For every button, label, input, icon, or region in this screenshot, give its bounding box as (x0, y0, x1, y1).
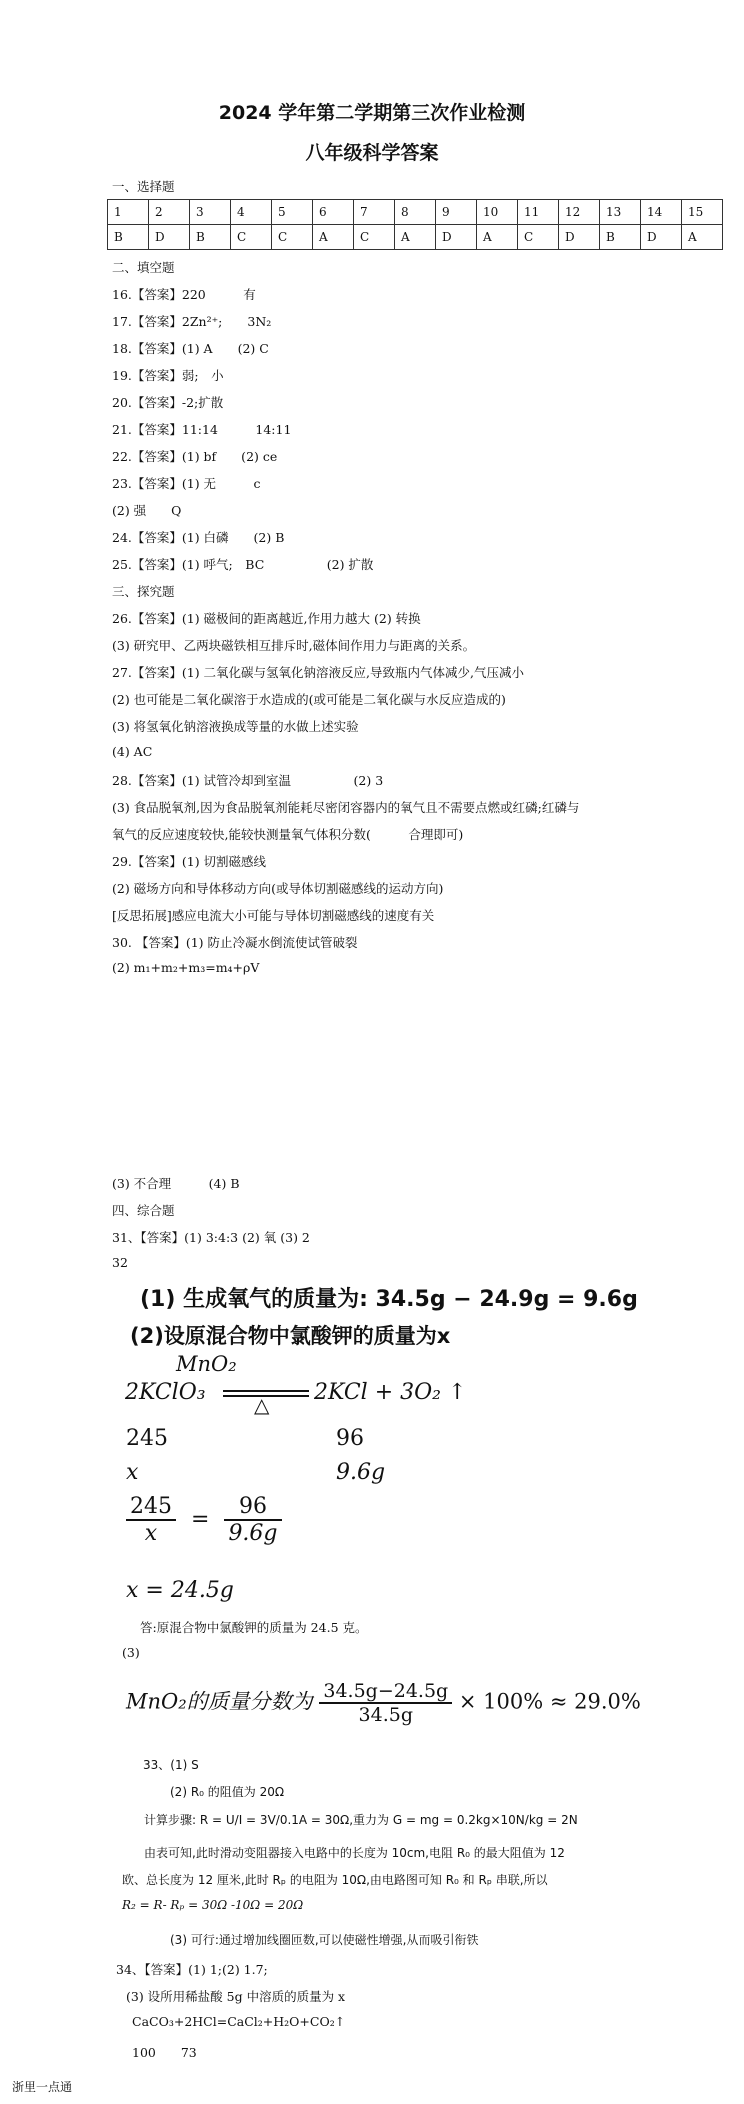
table-cell: 10 (477, 200, 518, 225)
answer-line: [反思拓展]感应电流大小可能与导体切割磁感线的速度有关 (112, 908, 435, 923)
answer-line: 25.【答案】(1) 呼气; BC (2) 扩散 (112, 557, 374, 572)
table-cell: B (600, 225, 641, 250)
answer-line: (2) R₀ 的阻值为 20Ω (170, 1785, 285, 1799)
section-heading: 三、探究题 (112, 584, 175, 599)
ratio-value: 9.6g (336, 1460, 386, 1485)
page-title: 2024 学年第二学期第三次作业检测 (218, 102, 526, 124)
table-cell: 4 (231, 200, 272, 225)
footer-watermark: 浙里一点通 (12, 2080, 73, 2094)
table-cell: 2 (149, 200, 190, 225)
section-heading: 四、综合题 (112, 1203, 175, 1218)
table-cell: B (108, 225, 149, 250)
answer-line: 22.【答案】(1) bf (2) ce (112, 449, 278, 464)
table-cell: A (477, 225, 518, 250)
answer-line: 34、【答案】(1) 1;(2) 1.7; (116, 1962, 268, 1977)
mno2-fraction-line (126, 1680, 641, 1726)
denominator: x (144, 1521, 158, 1546)
table-cell: 5 (272, 200, 313, 225)
answer-line: 31、【答案】(1) 3:4:3 (2) 氧 (3) 2 (112, 1230, 310, 1245)
answer-line: 27.【答案】(1) 二氧化碳与氢氧化钠溶液反应,导致瓶内气体减少,气压减小 (112, 665, 525, 680)
q32-part2: (2)设原混合物中氯酸钾的质量为x (130, 1324, 451, 1348)
page-subtitle: 八年级科学答案 (305, 142, 439, 164)
answer-line: (3) 食品脱氧剂,因为食品脱氧剂能耗尽密闭容器内的氧气且不需要点燃或红磷;红磷与 (112, 800, 580, 815)
answer-line: (3) 将氢氧化钠溶液换成等量的水做上述实验 (112, 719, 359, 734)
answer-line: 16.【答案】220 有 (112, 287, 256, 302)
answer-line: 28.【答案】(1) 试管冷却到室温 (2) 3 (112, 773, 384, 788)
table-cell: C (272, 225, 313, 250)
numerator: 96 (224, 1494, 281, 1521)
ratio-value: x (126, 1460, 139, 1485)
ratio-value: 245 (126, 1426, 168, 1451)
catalyst-label: MnO₂ (176, 1352, 237, 1376)
answer-line: 21.【答案】11:14 14:11 (112, 422, 292, 437)
answer-line: (3) 可行:通过增加线圈匝数,可以使磁性增强,从而吸引衔铁 (170, 1933, 479, 1947)
table-cell: 12 (559, 200, 600, 225)
table-cell: 13 (600, 200, 641, 225)
answer-line: (4) AC (112, 744, 153, 759)
table-cell: C (354, 225, 395, 250)
table-cell: 15 (682, 200, 723, 225)
answer-table-answers-row (108, 225, 723, 250)
table-cell: D (149, 225, 190, 250)
denominator: 9.6g (228, 1521, 278, 1546)
table-cell: 11 (518, 200, 559, 225)
answer-line: (2) 磁场方向和导体移动方向(或导体切割磁感线的运动方向) (112, 881, 444, 896)
answer-line: 23.【答案】(1) 无 c (112, 476, 261, 491)
table-cell: 14 (641, 200, 682, 225)
answer-line: 30. 【答案】(1) 防止冷凝水倒流使试管破裂 (112, 935, 358, 950)
answer-line: 18.【答案】(1) A (2) C (112, 341, 269, 356)
reaction-line-top (223, 1390, 309, 1392)
mno2-result: × 100% ≈ 29.0% (458, 1689, 641, 1714)
answer-line: 氧气的反应速度较快,能较快测量氧气体积分数( 合理即可) (112, 827, 464, 842)
ratio-value: 96 (336, 1426, 364, 1451)
fraction (126, 1494, 176, 1546)
answer-line: 19.【答案】弱; 小 (112, 368, 224, 383)
answer-line: (3) 研究甲、乙两块磁铁相互排斥时,磁体间作用力与距离的关系。 (112, 638, 476, 653)
numerator: 245 (126, 1494, 176, 1521)
answer-line: 17.【答案】2Zn²⁺; 3N₂ (112, 314, 272, 329)
answer-line: (2) 也可能是二氧化碳溶于水造成的(或可能是二氧化碳与水反应造成的) (112, 692, 506, 707)
proportion (126, 1494, 282, 1546)
table-cell: 1 (108, 200, 149, 225)
table-cell: D (436, 225, 477, 250)
answer-line: 29.【答案】(1) 切割磁感线 (112, 854, 267, 869)
answer-line: R₂ = R- Rₚ = 30Ω -10Ω = 20Ω (122, 1898, 304, 1912)
answer-line: (3) 不合理 (4) B (112, 1176, 240, 1191)
equation-left: 2KClO₃ (125, 1380, 206, 1405)
answer-line: 计算步骤: R = U/I = 3V/0.1A = 30Ω,重力为 G = mg = 0.2kg×10N/kg = 2N (144, 1813, 578, 1827)
heat-symbol: △ (254, 1393, 270, 1417)
answer-line: 33、(1) S (143, 1758, 199, 1772)
section-heading: 二、填空题 (112, 260, 175, 275)
numerator: 34.5g−24.5g (319, 1680, 452, 1704)
answer-line: 32 (112, 1255, 128, 1270)
equation-line: CaCO₃+2HCl=CaCl₂+H₂O+CO₂↑ (132, 2014, 346, 2029)
answer-line: (2) 强 Q (112, 503, 182, 518)
answer-line: 由表可知,此时滑动变阻器接入电路中的长度为 10cm,电阻 R₀ 的最大阻值为 12 (144, 1846, 565, 1860)
answer-table (107, 199, 723, 250)
table-cell: 8 (395, 200, 436, 225)
equation-right: 2KCl + 3O₂ ↑ (314, 1380, 467, 1405)
ratio-line: 100 73 (132, 2045, 197, 2060)
x-result: x = 24.5g (126, 1578, 234, 1603)
answer-line: 24.【答案】(1) 白磷 (2) B (112, 530, 285, 545)
table-cell: C (518, 225, 559, 250)
denominator: 34.5g (358, 1704, 414, 1726)
table-cell: D (641, 225, 682, 250)
answer-line: (3) 设所用稀盐酸 5g 中溶质的质量为 x (126, 1989, 346, 2004)
answer-line: (3) (122, 1645, 140, 1660)
table-cell: 6 (313, 200, 354, 225)
table-cell: A (313, 225, 354, 250)
table-cell: 7 (354, 200, 395, 225)
equals-sign: = (191, 1507, 210, 1532)
answer-line: 欧、总长度为 12 厘米,此时 Rₚ 的电阻为 10Ω,由电路图可知 R₀ 和 Rₚ 串联,所以 (122, 1873, 548, 1887)
fraction (224, 1494, 281, 1546)
table-cell: D (559, 225, 600, 250)
answer-line: 答:原混合物中氯酸钾的质量为 24.5 克。 (140, 1620, 368, 1635)
table-cell: A (395, 225, 436, 250)
table-cell: B (190, 225, 231, 250)
answer-line: 26.【答案】(1) 磁极间的距离越近,作用力越大 (2) 转换 (112, 611, 421, 626)
q32-part1: (1) 生成氧气的质量为: 34.5g − 24.9g = 9.6g (140, 1287, 638, 1312)
answer-line: (2) m₁+m₂+m₃=m₄+ρV (112, 960, 260, 975)
table-cell: 9 (436, 200, 477, 225)
table-cell: C (231, 225, 272, 250)
table-cell: 3 (190, 200, 231, 225)
section-heading: 一、选择题 (112, 179, 175, 194)
table-cell: A (682, 225, 723, 250)
fraction (319, 1680, 452, 1726)
answer-line: 20.【答案】-2;扩散 (112, 395, 224, 410)
answer-table-numbers-row (108, 200, 723, 225)
mno2-label: MnO₂的质量分数为 (126, 1689, 313, 1714)
